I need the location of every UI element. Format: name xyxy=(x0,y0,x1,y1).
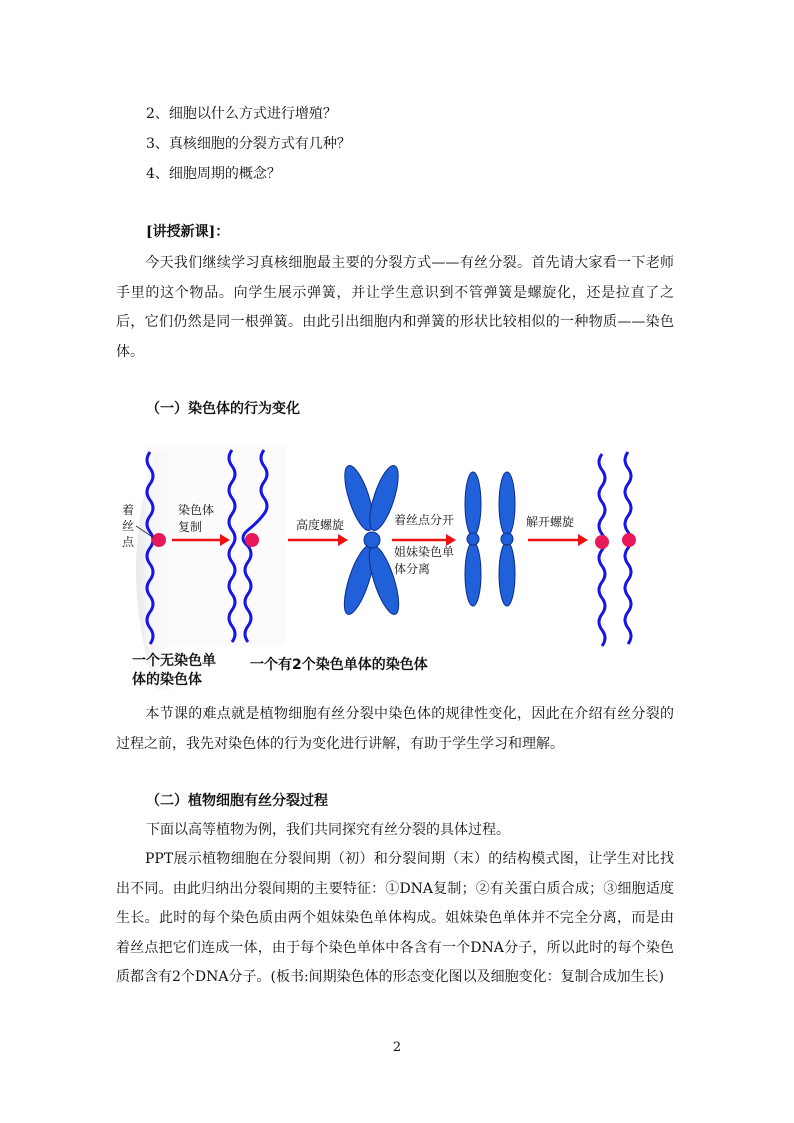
section1-heading: （一）染色体的行为变化 xyxy=(146,401,300,417)
arrow-2-head xyxy=(338,534,348,546)
uncoil-label: 解开螺旋 xyxy=(526,515,575,529)
section2-intro: 下面以高等植物为例，我们共同探究有丝分裂的具体过程。 xyxy=(146,822,510,838)
chromosome-figure xyxy=(116,440,676,696)
centromere-dot xyxy=(152,533,166,547)
question-4: 4、细胞周期的概念？ xyxy=(146,166,281,182)
question-3: 3、真核细胞的分裂方式有几种？ xyxy=(146,136,351,152)
caption-single-chromosome: 一个无染色单 体的染色体 xyxy=(132,653,216,688)
ppt-paragraph: PPT展示植物细胞在分裂间期（初）和分裂间期（末）的结构模式图，让学生对比找出不同。由此归纳出分裂间期的主要特征：①DNA复制；②有关蛋白质合成；③细胞适度生长。此时的每个染色质由两个姐妹染色单体构成。姐妹染色单体并不完全分离，而是由着丝点把它们连成一体，由于每个染色单体中各含有一个DNA分子，所以此时的每个染色质都含有2个DNA分子。(板书:间期染色体的形态变化图以及细胞变化：复制合成加生长) xyxy=(116,851,674,985)
centromere-dot-replicated xyxy=(245,533,259,547)
separated-chromatids xyxy=(465,472,515,606)
centromere-dot-daughter-1 xyxy=(595,535,609,549)
new-lesson-heading: [讲授新课]： xyxy=(146,224,230,240)
page-number: 2 xyxy=(392,1040,402,1055)
intro-paragraph: 今天我们继续学习真核细胞最主要的分裂方式——有丝分裂。首先请大家看一下老师手里的这个物品。向学生展示弹簧，并让学生意识到不管弹簧是螺旋化，还是拉直了之后，它们仍然是同一根弹簧。由此引出细胞内和弹簧的形状比较相似的一种物质——染色体。 xyxy=(116,255,674,360)
centromere-split-label: 着丝点分开 xyxy=(394,513,455,527)
arrow-4-head xyxy=(578,534,588,546)
difficulty-paragraph: 本节课的难点就是植物细胞有丝分裂中染色体的规律性变化，因此在介绍有丝分裂的过程之前，我先对染色体的行为变化进行讲解，有助于学生学习和理解。 xyxy=(116,706,674,752)
caption-replicated-chromosome: 一个有2个染色单体的染色体 xyxy=(250,657,428,673)
centromere-dot-daughter-2 xyxy=(622,533,636,547)
question-2: 2、细胞以什么方式进行增殖？ xyxy=(146,106,337,122)
sister-chromatid-separation-label: 姐妹染色单 体分离 xyxy=(394,545,455,576)
background-panel xyxy=(146,446,286,646)
daughter-chromosome-1 xyxy=(599,454,605,646)
section2-heading: （二）植物细胞有丝分裂过程 xyxy=(146,793,328,809)
high-coil-label: 高度螺旋 xyxy=(296,518,345,532)
daughter-chromosome-2 xyxy=(625,452,631,644)
replication-label: 染色体 复制 xyxy=(178,503,215,534)
centromere-label: 着 丝 点 xyxy=(122,503,135,549)
